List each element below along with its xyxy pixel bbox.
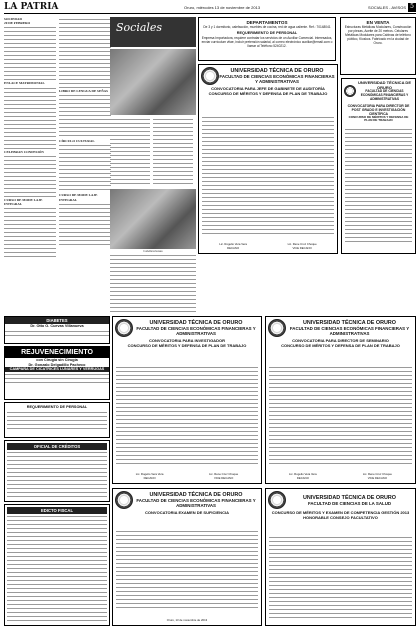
ad-departamentos <box>198 17 336 61</box>
convocatoria-body <box>345 127 412 243</box>
ad-en-venta <box>340 17 416 75</box>
convocatoria-title: CONVOCATORIA PARA INVESTIGADOR <box>149 338 225 343</box>
ad-edicto-fiscal <box>4 504 110 626</box>
body-text <box>110 253 196 313</box>
social-photo <box>110 49 196 115</box>
section-label: SOCIALES - AVISOS <box>368 5 406 10</box>
heading: SOCIEDAD <box>4 17 22 21</box>
ad-title: EN VENTA <box>366 20 390 25</box>
masthead <box>4 3 416 14</box>
convocatoria-title: CONVOCATORIA PARA DIRECTOR DE SEMINARIO <box>292 338 389 343</box>
heading: 20 DE FEBRERO <box>4 21 31 26</box>
ad-title: EDICTO FISCAL <box>7 507 107 514</box>
body-text <box>59 17 111 89</box>
signatory-role: VICE DECANO <box>367 476 388 480</box>
convocatoria-examen-suficiencia <box>112 488 262 626</box>
convocatoria-subtitle: HONORABLE CONSEJO FACULTATIVO <box>303 514 378 520</box>
ad-text: De 3 y 1 dormitorio, calefacción, muebles de cocina, red de agua caliente. Ref.: 70148041 <box>203 25 331 30</box>
ad-text: Empresa Importadora, requiere contratar los servicios de un Auxiliar Comercial. Interesados, enviar currículum vitae, incluir pretensión salarial, al correo electrónico auxiliar@email.com o llamar al Teléfono 5240212. <box>201 35 333 48</box>
ad-title: DEPARTAMENTOS <box>246 20 288 25</box>
news-column-2 <box>59 17 111 246</box>
convocatoria-body <box>202 115 334 235</box>
issue-date: Oruro, miércoles 13 de noviembre de 2013 <box>184 5 261 10</box>
convocatoria-subtitle: CONCURSO DE MÉRITOS Y DEFENSA DE PLAN DE TRABAJO <box>281 342 400 348</box>
convocatoria-body <box>116 529 258 609</box>
ad-text: Estructuras Metálicas Modulares, Construcción por piezas, Aceite de 20 metros. Celulares Metálicas Modulares para Cabinas de teléfono público, Kioskos. Fabricado en la ciudad de Oruro. <box>344 25 412 46</box>
ad-body <box>7 410 107 432</box>
convocatoria-director-seminario <box>265 316 416 484</box>
body-text <box>4 25 56 81</box>
university-name: UNIVERSIDAD TÉCNICA DE ORURO <box>303 320 396 326</box>
signatory-role: DECANO <box>227 246 240 250</box>
university-seal-icon <box>115 491 133 509</box>
faculty-name: FACULTAD DE CIENCIAS ECONÓMICAS FINANCIERAS Y ADMINISTRATIVAS <box>136 498 256 508</box>
ad-title: DIABETES <box>5 317 109 324</box>
body-text <box>4 154 56 198</box>
heading: LIBRO DE LENGUA DE SEÑAS <box>59 89 108 93</box>
page-number: 5 <box>408 3 416 12</box>
signatures <box>266 472 415 480</box>
signatory-name: Lic. Rogelio Vera Vera <box>219 242 247 246</box>
ad-diabetes <box>4 316 110 344</box>
signatory-name: Lic. Rene Cruz Choque <box>287 242 317 246</box>
university-seal-icon <box>268 491 286 509</box>
convocatoria-director-postgrado <box>341 78 416 254</box>
body-text <box>4 86 56 150</box>
ad-body <box>5 372 109 386</box>
heading: ENLACE MATRIMONIAL <box>4 81 45 86</box>
signatory-name: Lic. Rene Cruz Choque <box>209 472 239 476</box>
social-photo <box>110 189 196 249</box>
body-text <box>110 117 150 187</box>
convocatoria-jefe-gabinete <box>198 64 338 254</box>
heading: CURSO DE MODE LAJE INTEGRAL <box>59 193 98 202</box>
ad-requerimiento-personal <box>4 402 110 438</box>
body-text <box>153 117 193 187</box>
ad-body <box>5 329 109 339</box>
convocatoria-body <box>269 535 412 619</box>
signatory-role: DECANO <box>296 476 309 480</box>
university-name: UNIVERSIDAD TÉCNICA DE ORURO <box>230 68 324 74</box>
ad-subtitle: con Cirugía sin Cirugía <box>36 358 78 362</box>
body-text <box>59 202 111 246</box>
heading: CURSO DE MODE LAJE INTEGRAL <box>4 197 43 207</box>
convocatoria-title: CONVOCATORIA PARA JEFE DE GABINETE DE AUDITORÍA <box>211 86 325 91</box>
issue-city-date: Oruro, 13 de noviembre de 2013 <box>166 618 208 622</box>
photo-caption: Celebraciones <box>143 249 163 253</box>
university-seal-icon <box>344 85 356 97</box>
heading: CÍRCULO CULTURAL <box>59 139 95 144</box>
news-column-1 <box>4 17 56 258</box>
campaign-label: CAMPAÑA DE CICATRICES LUNARES Y VERRUGAS <box>5 367 109 372</box>
ad-oficial-creditos <box>4 440 110 502</box>
heading: CELEBRAN CONFESIÓN <box>4 149 44 154</box>
university-seal-icon <box>201 67 219 85</box>
convocatoria-subtitle: CONCURSO DE MÉRITOS Y DEFENSA DE PLAN DE TRABAJO <box>127 342 247 348</box>
ad-title: REJUVENECIMIENTO <box>5 347 109 358</box>
faculty-name: FACULTAD DE CIENCIAS ECONÓMICAS FINANCIERAS Y ADMINISTRATIVAS <box>289 326 410 336</box>
faculty-name: FACULTAD DE CIENCIAS ECONÓMICAS FINANCIERAS Y ADMINISTRATIVAS <box>136 326 256 336</box>
convocatoria-body <box>269 365 412 465</box>
university-seal-icon <box>268 319 286 337</box>
faculty-name: FACULTAD DE CIENCIAS ECONÓMICAS FINANCIERAS Y ADMINISTRATIVAS <box>360 89 409 101</box>
ad-title: OFICIAL DE CRÉDITOS <box>7 443 107 450</box>
university-name: UNIVERSIDAD TÉCNICA DE ORURO <box>303 494 396 501</box>
convocatoria-subtitle: CONCURSO DE MÉRITOS Y DEFENSA DE PLAN DE TRABAJO <box>208 90 328 96</box>
signatures <box>199 242 337 250</box>
convocatoria-title: CONVOCATORIA EXAMEN DE SUFICIENCIA <box>145 510 229 515</box>
university-name: UNIVERSIDAD TÉCNICA DE ORURO <box>358 80 411 90</box>
ad-title: REQUERIMIENTO DE PERSONAL <box>26 405 88 409</box>
convocatoria-title: CONVOCATORIA PARA DIRECTOR DE POST GRADO E INVESTIGACIÓN CIENTÍFICA <box>347 103 410 116</box>
university-name: UNIVERSIDAD TÉCNICA DE ORURO <box>149 492 243 498</box>
convocatoria-subtitle: CONCURSO DE MÉRITOS Y DEFENSA DE PLAN DE TRABAJO <box>348 114 409 123</box>
newspaper-logo: LA PATRIA <box>4 2 59 12</box>
signatory-name: Lic. Rene Cruz Choque <box>362 472 392 476</box>
faculty-name: FACULTAD DE CIENCIAS DE LA SALUD <box>307 500 392 506</box>
ad-body <box>7 514 107 624</box>
signatory-role: VICE DECANO <box>213 476 234 480</box>
doctor-name: Dr. Gonzalo Delgadillo Pacheco <box>28 362 86 367</box>
body-text <box>59 93 111 139</box>
signatory-role: DECANO <box>143 476 156 480</box>
signatory-name: Lic. Rogelio Vera Vera <box>289 472 317 476</box>
body-text <box>4 206 56 258</box>
sociales-banner: Sociales <box>110 17 196 47</box>
convocatoria-title: CONCURSO DE MÉRITOS Y EXAMEN DE COMPETENCIA GESTIÓN 2013 <box>271 510 410 515</box>
sociales-section <box>110 17 196 313</box>
signatures <box>113 618 261 622</box>
university-seal-icon <box>115 319 133 337</box>
ad-body <box>7 450 107 500</box>
body-text <box>59 143 111 193</box>
doctor-name: Dr. Otto O. Cuevas Villanueva <box>30 324 84 328</box>
ad-title: REQUERIMIENTO DE PERSONAL <box>236 31 298 36</box>
signatory-role: VICE DECANO <box>292 246 312 250</box>
university-name: UNIVERSIDAD TÉCNICA DE ORURO <box>149 320 243 326</box>
convocatoria-body <box>116 365 258 465</box>
signatory-name: Lic. Rogelio Vera Vera <box>135 472 164 476</box>
signatures <box>113 472 261 480</box>
convocatoria-investigador <box>112 316 262 484</box>
convocatoria-ciencias-salud <box>265 488 416 626</box>
ad-rejuvenecimiento <box>4 346 110 400</box>
faculty-name: FACULTAD DE CIENCIAS ECONÓMICAS FINANCIERAS Y ADMINISTRATIVAS <box>219 74 335 84</box>
